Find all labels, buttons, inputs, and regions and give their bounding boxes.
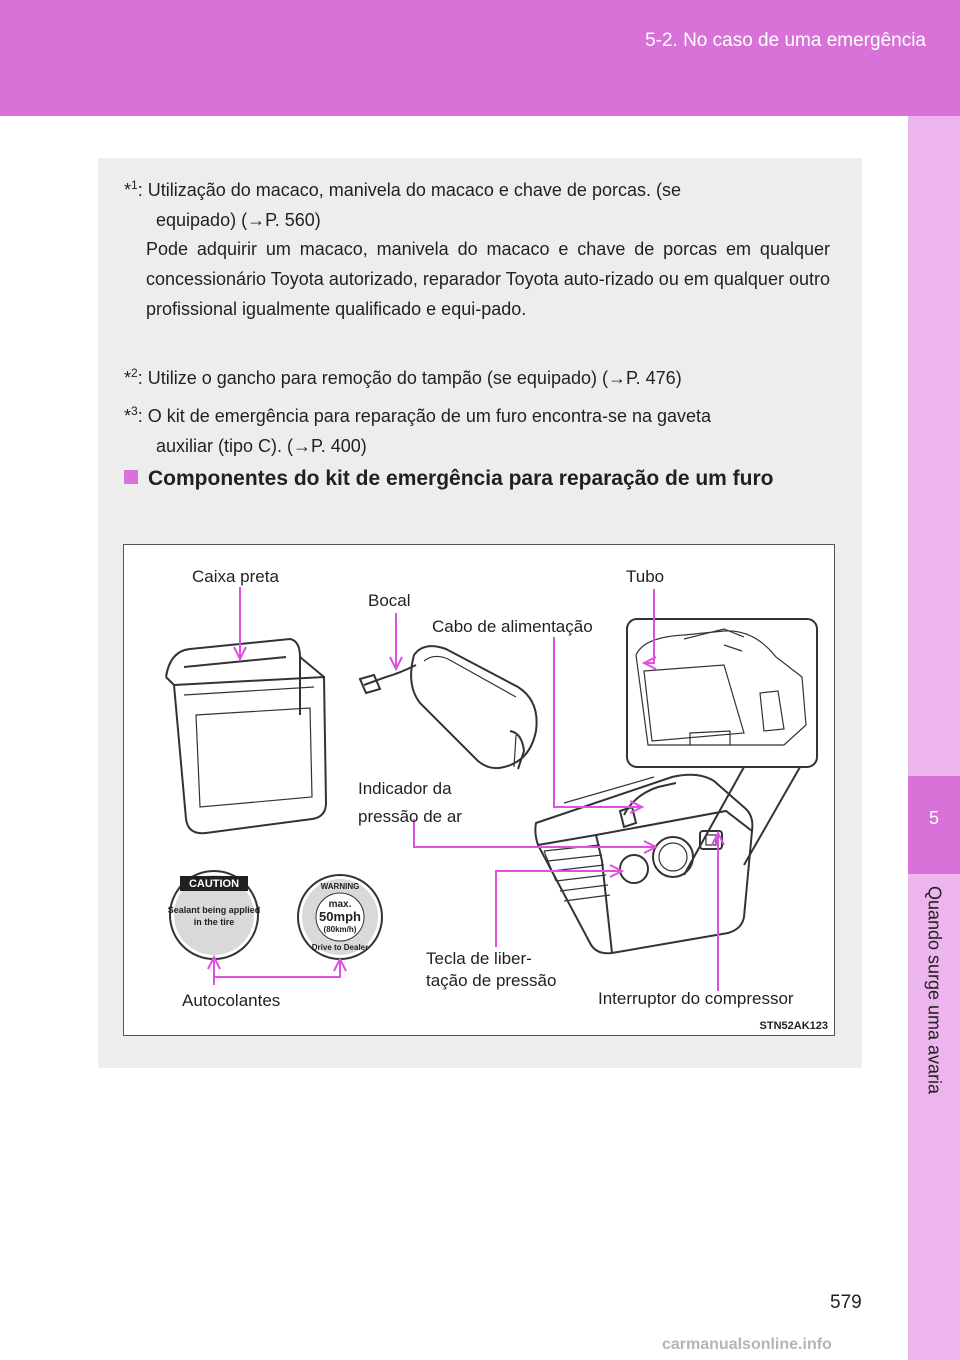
svg-text:(80km/h): (80km/h) <box>323 925 357 934</box>
label-tecla-1: Tecla de liber- <box>426 949 532 968</box>
svg-text:50mph: 50mph <box>319 909 361 924</box>
kit-illustration <box>123 544 835 1036</box>
chapter-side-tab <box>908 116 960 1360</box>
label-caixa-preta: Caixa preta <box>192 567 279 586</box>
compressor-drawing <box>535 775 752 954</box>
chapter-number: 5 <box>928 808 939 828</box>
footnote-2 <box>124 358 830 393</box>
footnote-text: : Utilize o gancho para remoção do tampão (se equipado) (→P. 476) <box>137 368 682 388</box>
footnote-text-cont: equipado) (→P. 560) <box>156 210 321 230</box>
label-tubo: Tubo <box>626 567 665 586</box>
heading-square-icon <box>124 470 138 484</box>
footnote-mark: *$^1$ <box>124 178 138 200</box>
callout-lines <box>208 587 724 991</box>
black-case-drawing <box>166 639 326 833</box>
label-cabo-alimentacao: Cabo de alimentação <box>432 617 593 636</box>
bocal-drawing <box>360 646 537 769</box>
label-indicador-2: pressão de ar <box>358 807 462 826</box>
figure-code: STN52AK123 <box>759 1020 828 1032</box>
body-paragraph: Pode adquirir um macaco, manivela do macaco e chave de porcas em qualquer concessionário Toyota autorizado, reparador Toyota auto-rizado ou em qualquer outro profissional igualmente qualificado e equi-pado. <box>146 239 830 319</box>
label-indicador-1: Indicador da <box>358 779 452 798</box>
footnote-mark: *$^2$ <box>124 366 138 388</box>
footnote-3 <box>124 396 830 461</box>
footnote-1 <box>124 170 830 235</box>
section-heading: Componentes do kit de emergência para reparação de um furo <box>124 462 830 496</box>
compartment-inset <box>627 619 817 767</box>
watermark: carmanualsonline.info <box>662 1336 832 1353</box>
label-tecla-2: tação de pressão <box>426 971 557 990</box>
warning-sticker <box>298 875 382 959</box>
svg-text:Sealant being applied: Sealant being applied <box>167 905 261 915</box>
page-number: 579 <box>830 1292 862 1313</box>
footnote-mark: *$^3$ <box>124 404 138 426</box>
chapter-label: Quando surge uma avaria <box>924 885 945 1095</box>
footnote-text: : O kit de emergência para reparação de um furo encontra-se na gaveta <box>137 406 712 426</box>
label-autocolantes: Autocolantes <box>182 991 281 1010</box>
footnote-text: : Utilização do macaco, manivela do macaco e chave de porcas. (se <box>137 180 681 200</box>
svg-text:WARNING: WARNING <box>320 882 360 891</box>
label-bocal: Bocal <box>368 591 411 610</box>
caution-sticker <box>168 871 261 959</box>
svg-text:CAUTION: CAUTION <box>188 878 240 890</box>
svg-text:Drive to Dealer: Drive to Dealer <box>311 943 369 952</box>
page-header <box>0 0 960 116</box>
footnote-text-cont: auxiliar (tipo C). (→P. 400) <box>156 436 367 456</box>
section-title: 5-2. No caso de uma emergência <box>645 30 926 51</box>
svg-text:in the tire: in the tire <box>193 917 235 927</box>
label-interruptor-compressor: Interruptor do compressor <box>598 989 794 1008</box>
svg-text:max.: max. <box>328 899 352 910</box>
